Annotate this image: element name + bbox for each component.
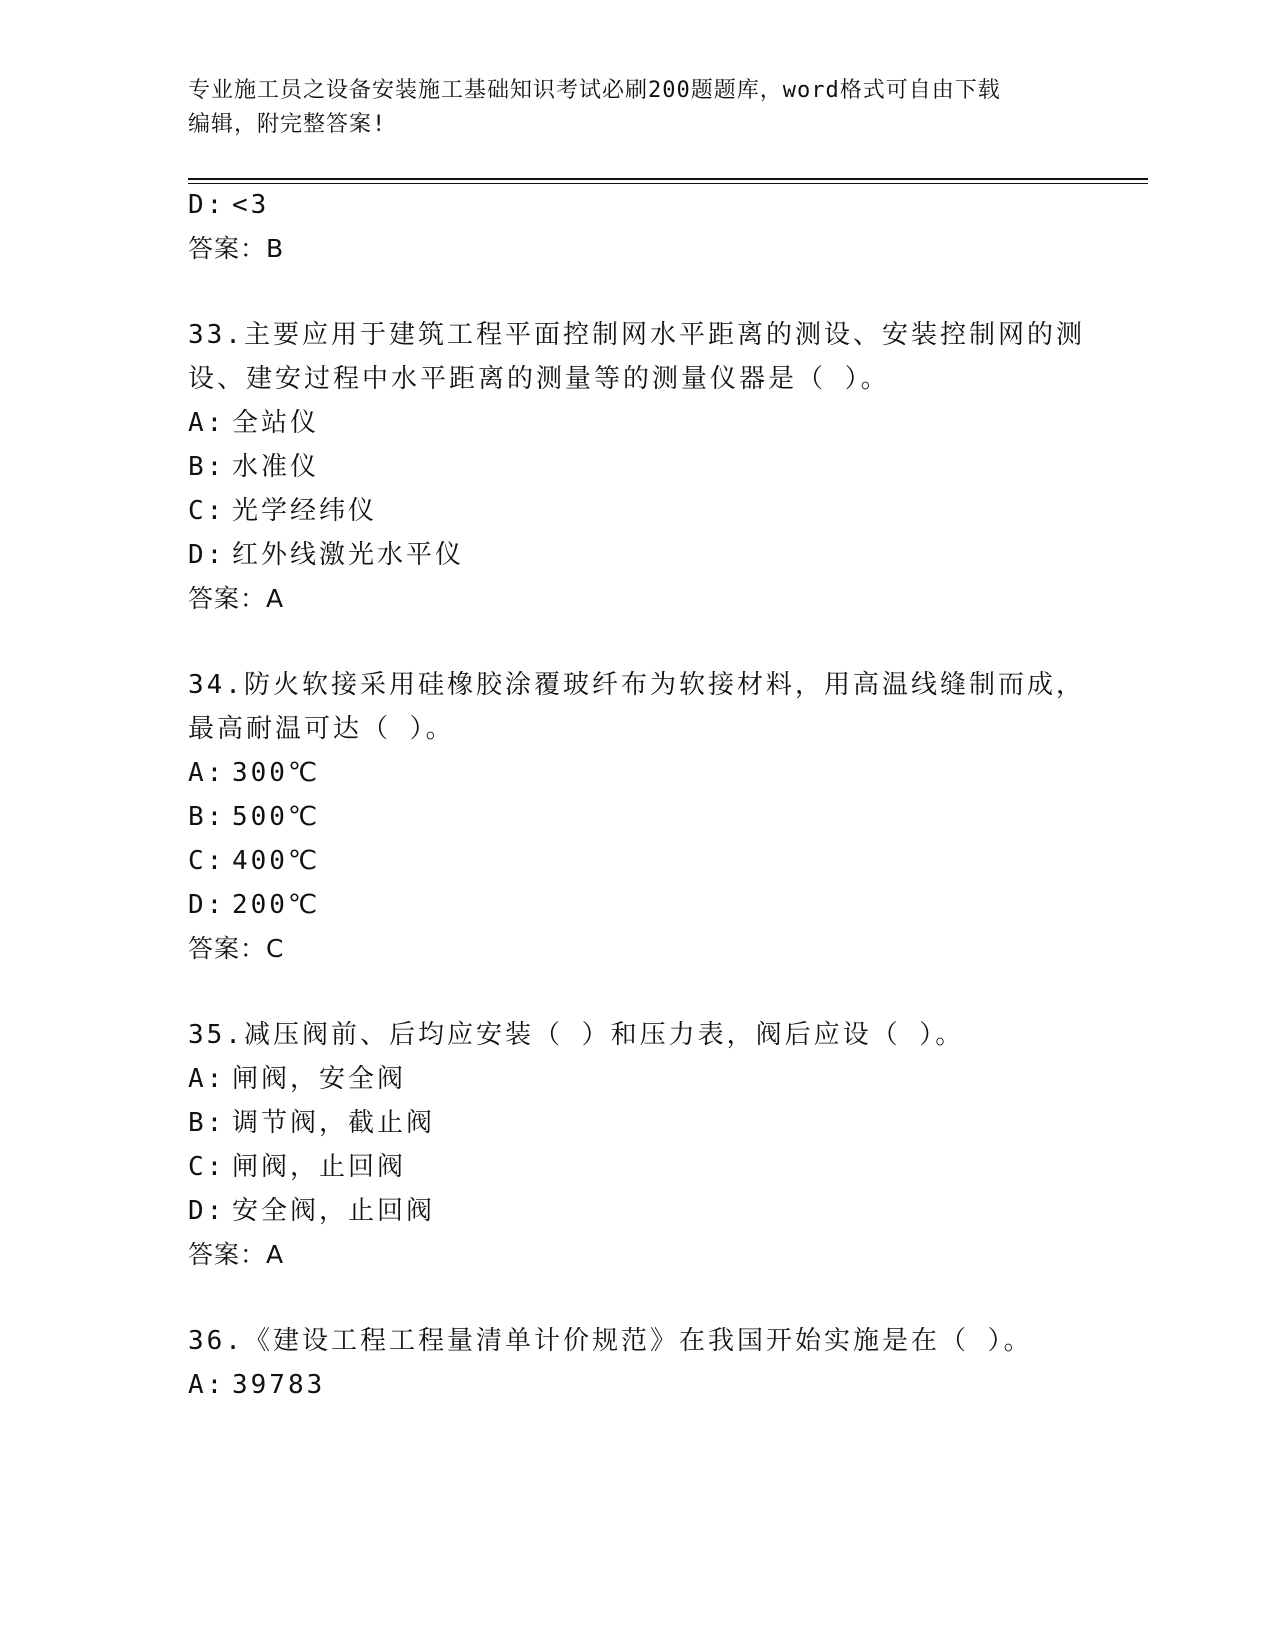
option-text: <3 <box>232 190 270 220</box>
q34-option-d <box>188 888 320 922</box>
option-text: 全站仪 <box>232 408 320 438</box>
option-letter: D: <box>188 540 226 570</box>
option-text: 闸阀，止回阀 <box>232 1152 407 1182</box>
q33-stem-line-2: 设、建安过程中水平距离的测量等的测量仪器是（ ）。 <box>188 364 890 394</box>
option-letter: A: <box>188 758 226 788</box>
option-letter: A: <box>188 1370 226 1400</box>
header-divider-thin <box>188 183 1148 184</box>
option-text: 调节阀，截止阀 <box>232 1108 436 1138</box>
q35-option-d <box>188 1194 435 1228</box>
header-line-1: 专业施工员之设备安装施工基础知识考试必刷200题题库，word格式可自由下载 <box>188 78 1001 103</box>
option-text: 红外线激光水平仪 <box>232 540 465 570</box>
header-divider-thick <box>188 178 1148 180</box>
option-text: 水准仪 <box>232 452 320 482</box>
option-letter: C: <box>188 496 226 526</box>
prev-answer: 答案：B <box>188 234 285 263</box>
q35-answer: 答案：A <box>188 1240 285 1269</box>
q34-answer: 答案：C <box>188 934 285 963</box>
q33-option-c <box>188 494 377 528</box>
option-letter: C: <box>188 846 226 876</box>
q36-stem-line-1: 36.《建设工程工程量清单计价规范》在我国开始实施是在（ ）。 <box>188 1326 1033 1356</box>
q34-option-a <box>188 756 320 790</box>
option-letter: D: <box>188 890 226 920</box>
option-letter: A: <box>188 408 226 438</box>
q35-option-c <box>188 1150 406 1184</box>
q35-option-b <box>188 1106 435 1140</box>
q33-option-d <box>188 538 464 572</box>
q34-option-b <box>188 800 320 834</box>
option-text: 500℃ <box>232 802 321 832</box>
option-text: 光学经纬仪 <box>232 496 378 526</box>
option-letter: D: <box>188 1196 226 1226</box>
option-letter: A: <box>188 1064 226 1094</box>
q35-option-a <box>188 1062 406 1096</box>
option-text: 39783 <box>232 1370 326 1400</box>
q33-answer: 答案：A <box>188 584 285 613</box>
q36-option-a <box>188 1368 325 1402</box>
option-text: 400℃ <box>232 846 321 876</box>
option-text: 300℃ <box>232 758 321 788</box>
q33-option-a <box>188 406 319 440</box>
prev-option-d <box>188 188 269 222</box>
option-letter: B: <box>188 802 226 832</box>
q34-stem-line-2: 最高耐温可达（ ）。 <box>188 714 455 744</box>
option-text: 200℃ <box>232 890 321 920</box>
option-letter: B: <box>188 452 226 482</box>
q34-option-c <box>188 844 320 878</box>
option-letter: B: <box>188 1108 226 1138</box>
q35-stem-line-1: 35.减压阀前、后均应安装（ ）和压力表，阀后应设（ ）。 <box>188 1020 965 1050</box>
q33-stem-line-1: 33.主要应用于建筑工程平面控制网水平距离的测设、安装控制网的测 <box>188 320 1085 350</box>
q34-stem-line-1: 34.防火软接采用硅橡胶涂覆玻纤布为软接材料，用高温线缝制而成， <box>188 670 1085 700</box>
q33-option-b <box>188 450 319 484</box>
header-line-2: 编辑，附完整答案! <box>188 112 387 137</box>
option-text: 闸阀，安全阀 <box>232 1064 407 1094</box>
option-letter: D: <box>188 190 226 220</box>
option-letter: C: <box>188 1152 226 1182</box>
document-header <box>188 74 1088 142</box>
option-text: 安全阀，止回阀 <box>232 1196 436 1226</box>
